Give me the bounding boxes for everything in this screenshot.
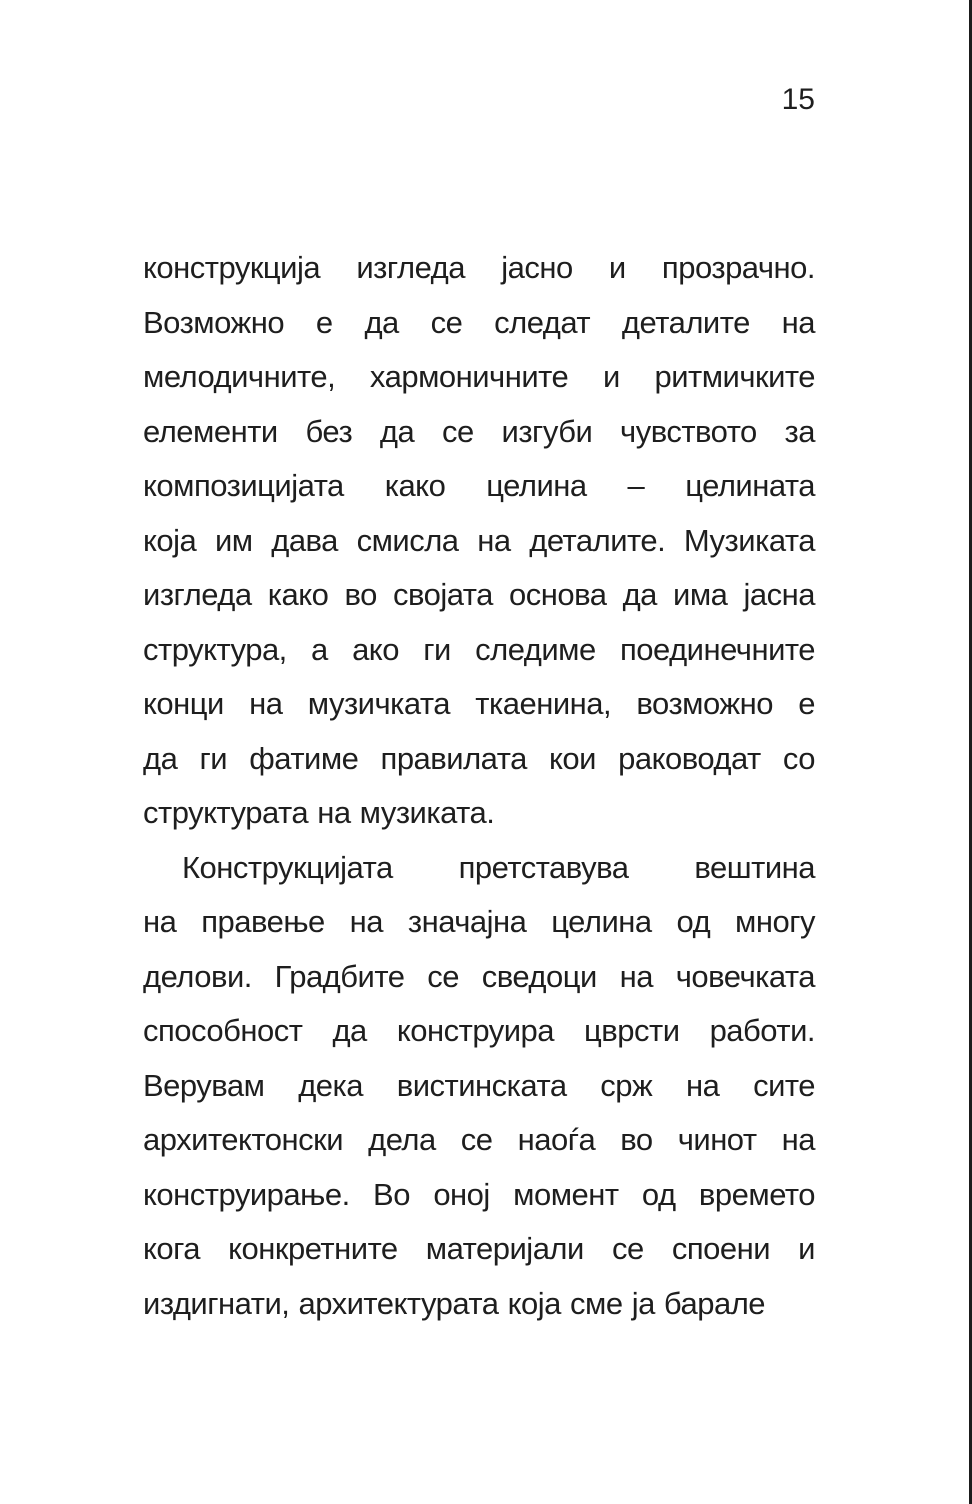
text-line: на правење на значајна целина од многу — [143, 904, 815, 939]
text-line: елементи без да се изгуби чувството за — [143, 413, 815, 449]
paragraph — [143, 841, 815, 1332]
text-line: Конструкцијата претставува вештина — [182, 849, 815, 885]
text-line: мелодичните, хармоничните и ритмичките — [143, 359, 815, 394]
text-line: која им дава смисла на деталите. Музиката — [143, 522, 815, 558]
text-line: конструирање. Во оној момент од времето — [143, 1176, 815, 1212]
text-line: изгледа како во својата основа да има јасна — [143, 577, 815, 612]
paragraph — [143, 241, 815, 841]
page-text — [143, 241, 815, 1331]
text-line: делови. Градбите се сведоци на човечката — [143, 958, 815, 994]
text-line: композицијата како целина – целината — [143, 468, 815, 503]
page-number: 15 — [781, 83, 815, 116]
text-line: структура, а ако ги следиме поединечните — [143, 631, 815, 667]
text-line: Возможно е да се следат деталите на — [143, 304, 815, 340]
text-line: издигнати, архитектурата која сме ја барале — [143, 1285, 766, 1321]
text-line: архитектонски дела се наоѓа во чинот на — [143, 1122, 815, 1157]
text-line: кога конкретните материјали се споени и — [143, 1231, 815, 1266]
text-line: да ги фатиме правилата кои раководат со — [143, 740, 815, 776]
text-line: конци на музичката ткаенина, возможно е — [143, 686, 815, 721]
text-line: структурата на музиката. — [143, 795, 495, 830]
text-line: способност да конструира цврсти работи. — [143, 1013, 815, 1048]
text-line: Верувам дека вистинската срж на сите — [143, 1067, 815, 1103]
text-line: конструкција изгледа јасно и прозрачно. — [143, 250, 815, 285]
